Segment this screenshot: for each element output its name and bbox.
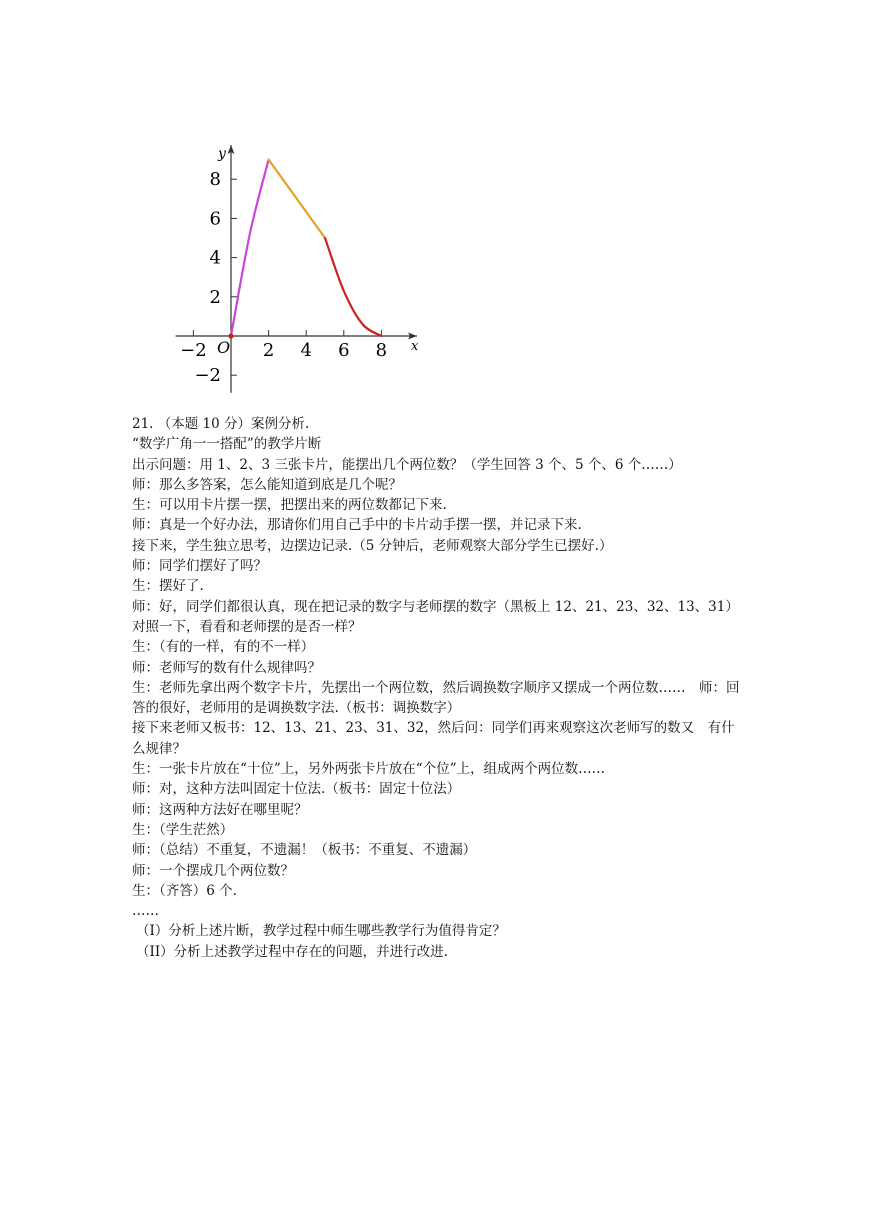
y-tick-label: 2 [209, 286, 221, 308]
series-line-2 [269, 160, 325, 238]
x-tick-label: 2 [262, 340, 275, 361]
function-graph [160, 135, 430, 400]
question-21 [132, 414, 742, 962]
dialogue-line: 生：老师先拿出两个数字卡片，先摆出一个两位数，然后调换数字顺序又摆成一个两位数…… 师：回答的很好，老师用的是调换数字法.（板书：调换数字） [132, 679, 740, 717]
dialogue-line: 师：（总结）不重复，不遗漏！（板书：不重复、不遗漏） [132, 842, 477, 859]
x-tick-label: 6 [338, 340, 350, 361]
y-tick-label: 4 [209, 247, 221, 269]
dialogue-line: 接下来老师又板书：12、13、21、23、31、32，然后问：同学们再来观察这次老师写的数又 有什么规律？ [132, 720, 735, 757]
sub-question-1: （I）分析上述片断，教学过程中师生哪些教学行为值得肯定？ [136, 923, 506, 940]
dialogue-line: 生：（有的一样，有的不一样） [132, 639, 315, 656]
x-tick-label: 8 [375, 340, 388, 361]
dialogue-line: 师：好，同学们都很认真，现在把记录的数字与老师摆的数字（黑板上 12、21、23、32、13、31）对照一下，看看和老师摆的是否一样？ [132, 598, 739, 635]
dialogue-line: 师：老师写的数有什么规律吗？ [132, 659, 321, 676]
dialogue-line: 生：一张卡片放在“十位”上，另外两张卡片放在“个位”上，组成两个两位数…… [132, 761, 606, 778]
y-tick-label: −2 [194, 365, 221, 387]
dialogue-line: 生：可以用卡片摆一摆，把摆出来的两位数都记下来. [132, 497, 447, 514]
dialogue-line: 师：对，这种方法叫固定十位法.（板书：固定十位法） [132, 781, 461, 798]
dialogue-line: 生：（学生茫然） [132, 821, 234, 838]
dialogue-line: 出示问题：用 1、2、3 三张卡片，能摆出几个两位数？（学生回答 3 个、5 个、6 个……） [132, 456, 682, 473]
tick-marks [180, 169, 387, 386]
dialogue-line: 生：（齐答）6 个. [132, 882, 237, 899]
sub-question-2: （II）分析上述教学过程中存在的问题，并进行改进. [136, 943, 448, 960]
dialogue-line: 师：那么多答案，怎么能知道到底是几个呢？ [132, 476, 402, 493]
dialogue-line: 师：一个摆成几个两位数？ [132, 862, 294, 879]
ellipsis: …… [132, 903, 159, 920]
x-tick-label: −2 [180, 340, 207, 361]
y-tick-label: 6 [209, 208, 221, 230]
y-axis-label: y [218, 146, 226, 162]
dialogue-line: 师：同学们摆好了吗？ [132, 558, 267, 575]
series-line-3 [325, 238, 381, 336]
question-header: 21. （本题 10 分）案例分析. [132, 416, 310, 432]
x-axis-label: x [411, 339, 419, 354]
series-line-1 [231, 160, 269, 336]
origin-label: O [217, 338, 231, 357]
dialogue-line: 师：这两种方法好在哪里呢？ [132, 801, 308, 818]
dialogue-line: 师：真是一个好办法，那请你们用自己手中的卡片动手摆一摆，并记录下来. [132, 517, 582, 534]
dialogue-line: 接下来，学生独立思考，边摆边记录.（5 分钟后，老师观察大部分学生已摆好.） [132, 537, 613, 554]
dialogue-line: 生：摆好了. [132, 578, 204, 595]
series-group [228, 160, 381, 339]
case-title: “数学广角一一搭配”的教学片断 [132, 436, 322, 453]
y-tick-label: 8 [209, 169, 221, 191]
x-tick-label: 4 [300, 340, 312, 361]
